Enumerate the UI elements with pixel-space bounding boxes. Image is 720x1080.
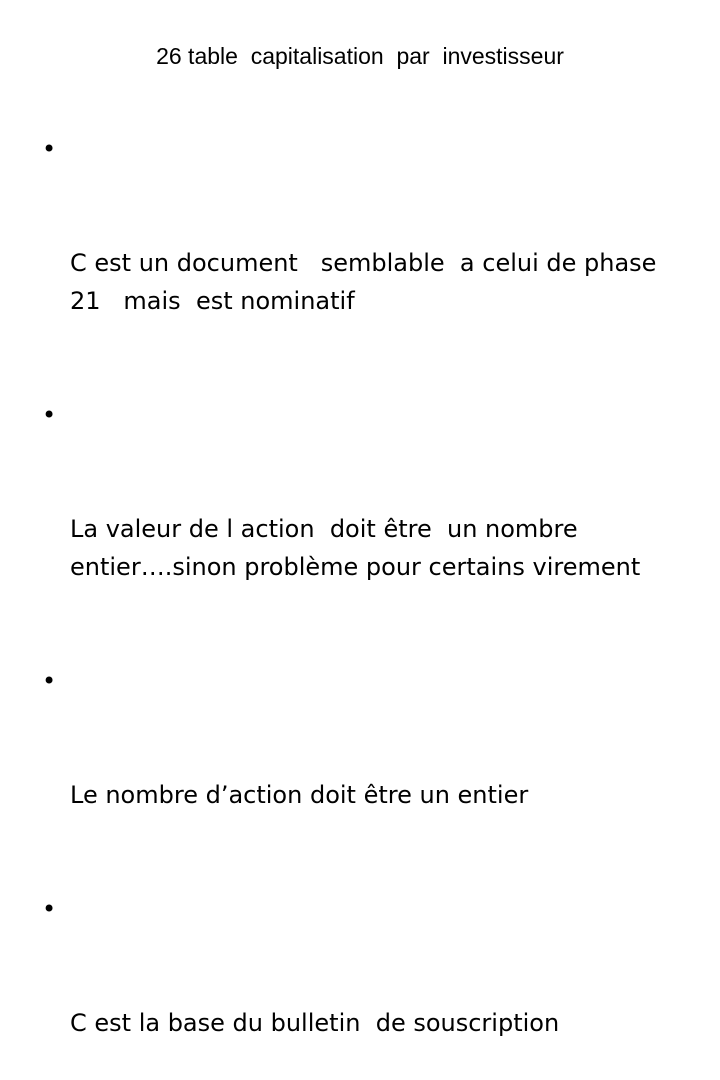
bullet-marker: • [42,895,57,923]
bullet-item [40,130,680,396]
bullet-item [40,396,680,662]
bullet-marker: • [42,401,57,429]
bullet-marker: • [42,667,57,695]
bullet-marker: • [42,135,57,163]
bullet-text: Le nombre d’action doit être un entier [70,781,529,809]
bullet-text: C est la base du bulletin de souscription [70,1009,560,1037]
bullet-item [40,890,680,1080]
bullet-text: C est un document semblable a celui de phase 21 mais est nominatif [70,249,680,315]
slide-title: 26 table capitalisation par investisseur [156,43,564,69]
bullet-item [40,662,680,890]
bullet-list [40,130,680,1080]
bullet-text: La valeur de l action doit être un nombre entier….sinon problème pour certains virement [70,515,641,581]
